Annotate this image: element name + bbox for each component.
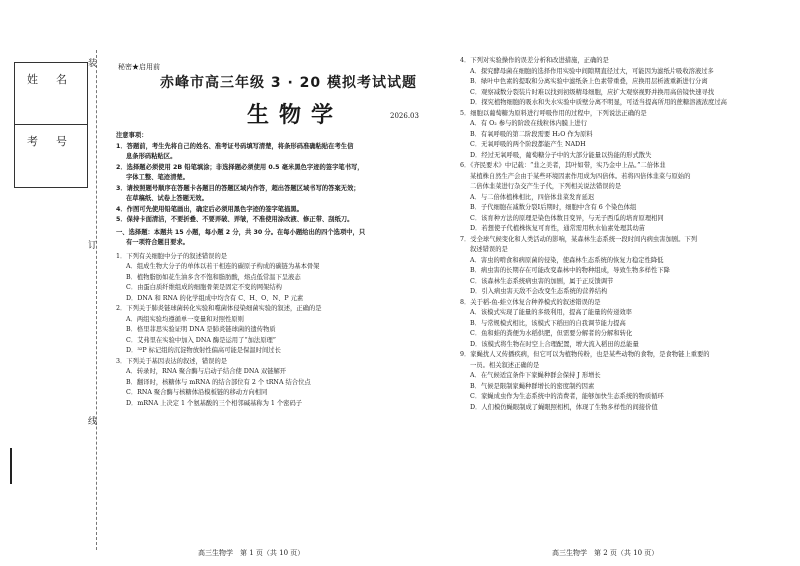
- margin-char-xian: 线: [88, 417, 98, 427]
- option-line: B．子代细胞在减数分裂Ⅰ后期时，细胞中含有 6 个染色体组: [470, 204, 637, 211]
- option-line: B．绿叶中色素的提取和分离实验中滤纸条上色素带重叠，应换用层析液重新进行分离: [470, 78, 708, 85]
- margin-char-ding: 订: [88, 241, 98, 251]
- option-line: D．人们模仿蝇眼制成了蝇眼照相机，体现了生物多样性的间接价值: [470, 403, 658, 411]
- question-stem: 9．家蝇扰人又传播疾病，但它可以为植物传粉，也是某些动物的食物，是食物链上重要的: [460, 351, 710, 358]
- option-line: A．有 O₂ 参与的阶段在线粒体内膜上进行: [470, 120, 587, 127]
- option-line: A．探究酵母菌在细胞的选择作用实验中间隙期直径过大，可能因为滤纸片吸收溶液过多: [470, 67, 714, 75]
- question-stem-cont: 某植株自然生产会由于某些环境因素作用成为四倍体。若将四倍体韭菜与原始的: [470, 172, 691, 180]
- option-line: A．两组实验均遵循单一变量和对照性原则: [126, 315, 244, 323]
- secret-label: 秘密★启用前: [118, 63, 160, 71]
- page-footer-left: 高三生物学 第 1 页（共 10 页）: [198, 549, 305, 557]
- option-line: A．组成生物大分子的单体以若干相连的碳原子构成的碳链为基本骨架: [126, 263, 320, 270]
- option-line: C．鱼和蛙的粪便为水稻供肥，但需要分解者的分解和转化: [470, 330, 633, 337]
- option-line: A．与二倍体植株相比，四倍体韭菜发育延迟: [470, 193, 595, 201]
- option-line: D．³²P 标记组的沉淀物放射性偏高可能是保温时间过长: [126, 347, 281, 354]
- option-line: C．RNA 聚合酶与核糖体沿模板链的移动方向相同: [126, 389, 268, 396]
- question-stem: 8．关于稻-鱼-蛙立体复合种养模式的叙述错误的是: [460, 298, 601, 306]
- note-line: 5．保持卡面清洁，不要折叠、不要弄破、弄皱，不准使用涂改液、修正带、刮纸刀。: [116, 216, 354, 223]
- note-line: 字体工整、笔迹清楚。: [126, 174, 189, 181]
- name-field: [15, 63, 87, 125]
- binding-line: [96, 50, 97, 550]
- option-line: C．艾弗里在实验中加入 DNA 酶是运用了“加法原理”: [126, 336, 277, 344]
- question-stem: 7．受全球气候变化和人类活动的影响，某森林生态系统一段时间内病虫害加剧。下列: [460, 235, 697, 243]
- option-line: D．若想使子代植株恢复可育性，通常需用秋水仙素处理其幼苗: [470, 225, 646, 232]
- section-heading: 一、选择题：本题共 15 小题，每小题 2 分，共 30 分。在每小题给出的四个选项中，只: [116, 228, 366, 236]
- exam-title: 赤峰市高三年级 3 · 20 模拟考试试题: [160, 75, 418, 91]
- option-line: B．有氧呼吸的第二阶段需要 H₂O 作为原料: [470, 130, 593, 138]
- option-line: D．探究植物细胞的吸水和失水实验中质壁分离不明显，可适当提高所用的蔗糖溶液浓度过高: [470, 99, 727, 106]
- notes-heading: 注意事项：: [116, 132, 148, 139]
- option-line: B．翻译时，核糖体与 mRNA 的结合部位有 2 个 tRNA 结合位点: [126, 378, 311, 386]
- note-line: 4．作图可先使用铅笔画出，确定后必须用黑色字迹的签字笔描黑。: [116, 205, 303, 213]
- id-label: 考号: [27, 135, 85, 148]
- note-line: 2．选择题必须使用 2B 铅笔填涂；非选择题必须使用 0.5 毫米黑色字迹的签字笔书写，: [116, 163, 364, 171]
- option-line: D．mRNA 上决定 1 个氨基酸的三个相邻碱基称为 1 个密码子: [126, 399, 303, 407]
- option-line: D．DNA 和 RNA 的化学组成中均含有 C、H、O、N、P 元素: [126, 294, 304, 302]
- question-stem: 2．下列关于肺炎链球菌转化实验和噬菌体侵染细菌实验的叙述，正确的是: [116, 305, 322, 312]
- subject-title: 生物学: [247, 103, 344, 128]
- question-stem: 1．下列有关细胞中分子的叙述错误的是: [116, 252, 228, 260]
- option-line: A．在气候适宜条件下家蝇种群会保持 J 形增长: [470, 372, 601, 379]
- right-column: [460, 56, 727, 413]
- exam-date: 2026.03: [390, 112, 419, 120]
- option-line: B．植物脂肪如花生油多含不饱和脂肪酸，熔点低常温下呈液态: [126, 273, 301, 281]
- option-line: A．害虫的啃食和病原菌的侵染，使森林生态系统的恢复力稳定性降低: [470, 256, 664, 264]
- question-stem: 5．细胞以葡萄糖为原料进行呼吸作用的过程中，下列说法正确的是: [460, 109, 647, 117]
- section-heading-cont: 有一项符合题目要求。: [126, 239, 189, 246]
- note-line: 1．答题前，考生先将自己的姓名、准考证号码填写清楚，将条形码准确粘贴在考生信: [116, 142, 354, 150]
- page-footer-right: 高三生物学 第 2 页（共 10 页）: [552, 549, 659, 557]
- note-line: 息条形码粘贴区。: [126, 153, 177, 160]
- note-line: 在草稿纸、试卷上答题无效。: [126, 195, 208, 202]
- option-line: C．家蝇成虫作为生态系统中的消费者，能够加快生态系统的物质循环: [470, 393, 664, 400]
- option-line: B．格里菲思实验证明 DNA 是肺炎链球菌的遗传物质: [126, 326, 276, 333]
- question-stem-cont: 二倍体韭菜进行杂交产生子代，下列相关说法错误的是: [470, 183, 622, 190]
- question-stem-cont: 叙述错误的是: [470, 246, 508, 253]
- option-line: B．气候是限制家蝇种群增长的密度制约因素: [470, 382, 595, 390]
- option-line: D．引入病虫害天敌不会改变生态系统的营养结构: [470, 288, 608, 295]
- option-line: C．该森林生态系统病虫害的加剧，属于正反馈调节: [470, 277, 614, 285]
- question-stem-cont: 一员。相关叙述正确的是: [470, 361, 540, 369]
- question-stem: 3．下列关于基因表达的叙述，错误的是: [116, 357, 228, 365]
- option-line: C．无氧呼吸的两个阶段都能产生 NADH: [470, 141, 586, 148]
- question-stem: 6．《齐民要术》中记载：“韭之美者，其叶如带，实乃金中上品。”二倍体韭: [460, 162, 666, 169]
- option-line: B．病虫害的长期存在可能改变森林中的物种组成，导致生物多样性下降: [470, 267, 670, 274]
- option-line: D．该模式将生物在时空上合理配置，增大流入稻田的总能量: [470, 340, 639, 348]
- name-id-box: [14, 62, 88, 188]
- option-line: D．经过无氧呼吸，葡萄糖分子中的大部分能量以热能的形式散失: [470, 151, 652, 159]
- id-field: [15, 125, 87, 187]
- question-stem: 4．下列对实验操作的误差分析和改进措施，正确的是: [460, 57, 609, 64]
- option-line: A．转录时，RNA 聚合酶与启动子结合使 DNA 双链解开: [126, 368, 287, 375]
- option-line: C．该育种方法的原理是染色体数目变异，与无子西瓜的培育原理相同: [470, 214, 664, 222]
- option-line: C．由蛋白质纤维组成的细胞骨架是固定不变的网架结构: [126, 284, 282, 291]
- option-line: C．观察减数分裂装片时难以找到初级精母细胞，应扩大观察视野并换用高倍镜快速寻找: [470, 88, 715, 96]
- name-label: 姓名: [27, 73, 85, 86]
- note-line: 3．请按照题号顺序在答题卡各题目的答题区域内作答，超出答题区域书写的答案无效；: [116, 184, 360, 192]
- margin-mark: [10, 448, 12, 484]
- margin-char-zhuang: 装: [88, 59, 98, 69]
- option-line: A．该模式实现了能量的多级利用，提高了能量的传递效率: [470, 309, 632, 316]
- left-column: [116, 131, 365, 409]
- option-line: B．与常规模式相比，该模式下稻田的自我调节能力提高: [470, 319, 626, 327]
